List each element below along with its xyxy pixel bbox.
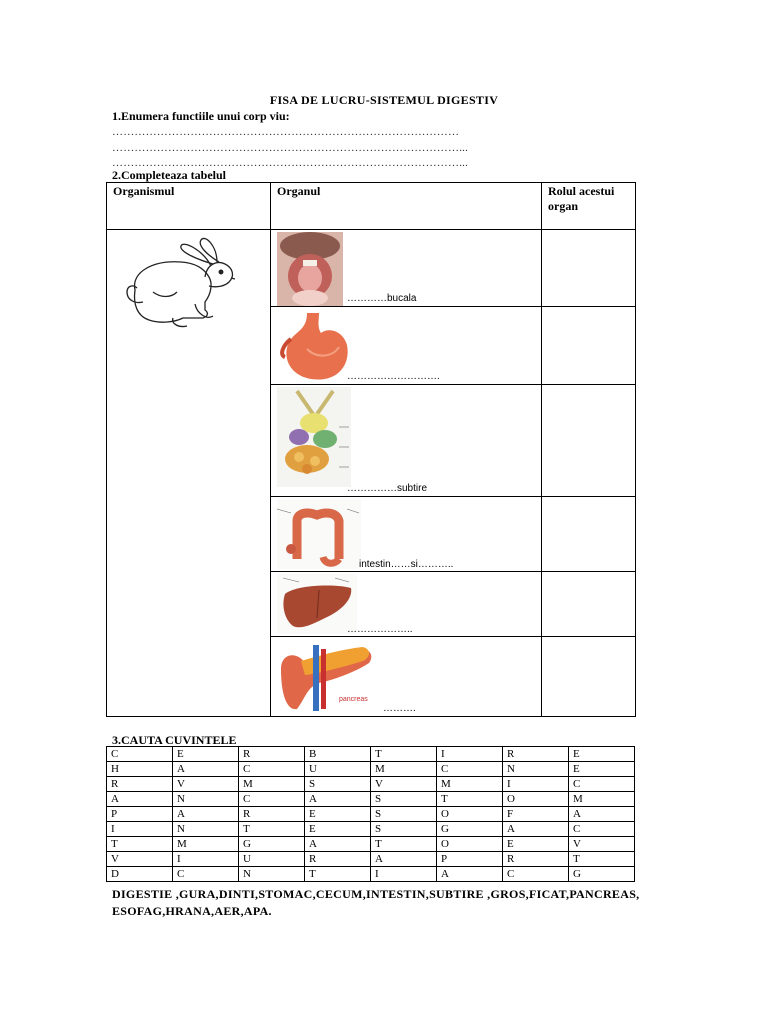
grid-cell[interactable]: T [437, 792, 503, 807]
grid-cell[interactable]: R [107, 777, 173, 792]
grid-cell[interactable]: E [569, 762, 635, 777]
organ-row-liver [271, 571, 542, 636]
grid-cell[interactable]: C [437, 762, 503, 777]
word-list: DIGESTIE ,GURA,DINTI,STOMAC,CECUM,INTESTIN,SUBTIRE ,GROS,FICAT,PANCREAS, ESOFAG,HRANA,AER,APA. [112, 887, 640, 918]
label-liver[interactable]: ……………….. [347, 623, 413, 635]
grid-row [107, 747, 635, 762]
role-cell-4[interactable] [542, 496, 636, 571]
organ-row-large-intestine [271, 496, 542, 571]
grid-cell[interactable]: C [503, 867, 569, 882]
grid-row [107, 867, 635, 882]
grid-cell[interactable]: E [503, 837, 569, 852]
grid-cell[interactable]: T [305, 867, 371, 882]
grid-cell[interactable]: N [173, 822, 239, 837]
small-intestine-image [277, 387, 351, 487]
large-intestine-image [277, 499, 361, 569]
grid-cell[interactable]: H [107, 762, 173, 777]
organ-row-stomach [271, 307, 542, 385]
grid-cell[interactable]: R [239, 807, 305, 822]
grid-cell[interactable]: I [437, 747, 503, 762]
grid-cell[interactable]: S [305, 777, 371, 792]
grid-row [107, 807, 635, 822]
grid-cell[interactable]: E [305, 822, 371, 837]
grid-cell[interactable]: O [437, 807, 503, 822]
grid-cell[interactable]: I [503, 777, 569, 792]
question-2: 2.Completeaza tabelul [112, 168, 226, 182]
header-organ: Organul [271, 183, 542, 230]
grid-cell[interactable]: S [371, 807, 437, 822]
organism-cell [107, 230, 271, 717]
grid-cell[interactable]: B [305, 747, 371, 762]
grid-cell[interactable]: S [371, 792, 437, 807]
grid-cell[interactable]: C [569, 822, 635, 837]
role-cell-1[interactable] [542, 230, 636, 307]
stomach-image [277, 309, 353, 383]
grid-cell[interactable]: G [569, 867, 635, 882]
grid-cell[interactable]: A [503, 822, 569, 837]
grid-cell[interactable]: T [371, 747, 437, 762]
grid-cell[interactable]: T [569, 852, 635, 867]
role-cell-5[interactable] [542, 571, 636, 636]
grid-cell[interactable]: V [569, 837, 635, 852]
grid-cell[interactable]: C [173, 867, 239, 882]
grid-cell[interactable]: P [107, 807, 173, 822]
grid-cell[interactable]: E [173, 747, 239, 762]
grid-cell[interactable]: C [569, 777, 635, 792]
organ-row-small-intestine [271, 385, 542, 496]
grid-cell[interactable]: G [437, 822, 503, 837]
liver-image [277, 574, 357, 634]
grid-row [107, 792, 635, 807]
grid-cell[interactable]: A [107, 792, 173, 807]
grid-cell[interactable]: A [305, 837, 371, 852]
organs-table [106, 182, 636, 717]
answer-line-1[interactable]: ………………………………………………………………………………… [112, 126, 460, 138]
grid-cell[interactable]: F [503, 807, 569, 822]
grid-cell[interactable]: U [305, 762, 371, 777]
grid-cell[interactable]: U [239, 852, 305, 867]
grid-cell[interactable]: A [371, 852, 437, 867]
grid-row [107, 852, 635, 867]
grid-cell[interactable]: M [371, 762, 437, 777]
grid-cell[interactable]: V [173, 777, 239, 792]
role-cell-3[interactable] [542, 385, 636, 496]
grid-cell[interactable]: C [239, 762, 305, 777]
rabbit-icon [113, 232, 243, 332]
grid-cell[interactable]: R [503, 852, 569, 867]
grid-row [107, 837, 635, 852]
word-search-grid [106, 746, 635, 882]
grid-cell[interactable]: R [239, 747, 305, 762]
grid-row [107, 777, 635, 792]
label-small-intestine[interactable]: ……………subtire [347, 483, 428, 495]
grid-row [107, 762, 635, 777]
page-title: FISA DE LUCRU-SISTEMUL DIGESTIV [269, 93, 499, 107]
grid-cell[interactable]: V [371, 777, 437, 792]
question-3: 3.CAUTA CUVINTELE [112, 733, 237, 747]
pancreas-image [277, 639, 377, 715]
organ-row-mouth [271, 230, 542, 307]
grid-cell[interactable]: E [305, 807, 371, 822]
answer-line-2[interactable]: …………………………………………………………………………………... [112, 142, 469, 154]
grid-cell[interactable]: T [239, 822, 305, 837]
question-1: 1.Enumera functiile unui corp viu: [112, 109, 290, 123]
grid-cell[interactable]: E [569, 747, 635, 762]
answer-line-3[interactable]: …………………………………………………………………………………... [112, 157, 469, 169]
role-cell-6[interactable] [542, 636, 636, 716]
grid-cell[interactable]: N [173, 792, 239, 807]
grid-cell[interactable]: R [305, 852, 371, 867]
role-cell-2[interactable] [542, 307, 636, 385]
label-large-intestine[interactable]: intestin……si……….. [359, 558, 454, 570]
label-pancreas[interactable]: ………. [383, 702, 416, 714]
grid-cell[interactable]: M [173, 837, 239, 852]
grid-cell[interactable]: M [569, 792, 635, 807]
grid-cell[interactable]: T [371, 837, 437, 852]
grid-cell[interactable]: D [107, 867, 173, 882]
grid-cell[interactable]: N [239, 867, 305, 882]
grid-cell[interactable]: G [239, 837, 305, 852]
header-role: Rolul acestui organ [542, 183, 636, 230]
organ-row-pancreas [271, 636, 542, 716]
grid-cell[interactable]: A [173, 807, 239, 822]
grid-cell[interactable]: I [371, 867, 437, 882]
grid-cell[interactable]: A [569, 807, 635, 822]
grid-cell[interactable]: T [107, 837, 173, 852]
grid-cell[interactable]: S [371, 822, 437, 837]
grid-cell[interactable]: N [503, 762, 569, 777]
grid-row [107, 822, 635, 837]
label-bucala[interactable]: …………bucala [347, 293, 417, 305]
grid-cell[interactable]: I [173, 852, 239, 867]
grid-cell[interactable]: A [305, 792, 371, 807]
grid-cell[interactable]: M [239, 777, 305, 792]
grid-cell[interactable]: A [173, 762, 239, 777]
grid-cell[interactable]: O [437, 837, 503, 852]
grid-cell[interactable]: A [437, 867, 503, 882]
grid-cell[interactable]: R [503, 747, 569, 762]
grid-cell[interactable]: C [107, 747, 173, 762]
grid-cell[interactable]: P [437, 852, 503, 867]
grid-cell[interactable]: O [503, 792, 569, 807]
grid-cell[interactable]: M [437, 777, 503, 792]
pancreas-caption: pancreas [339, 695, 368, 703]
label-stomach[interactable]: ………………………. [347, 371, 440, 383]
grid-cell[interactable]: I [107, 822, 173, 837]
mouth-image [277, 232, 343, 306]
header-organism: Organismul [107, 183, 271, 230]
grid-cell[interactable]: C [239, 792, 305, 807]
grid-cell[interactable]: V [107, 852, 173, 867]
